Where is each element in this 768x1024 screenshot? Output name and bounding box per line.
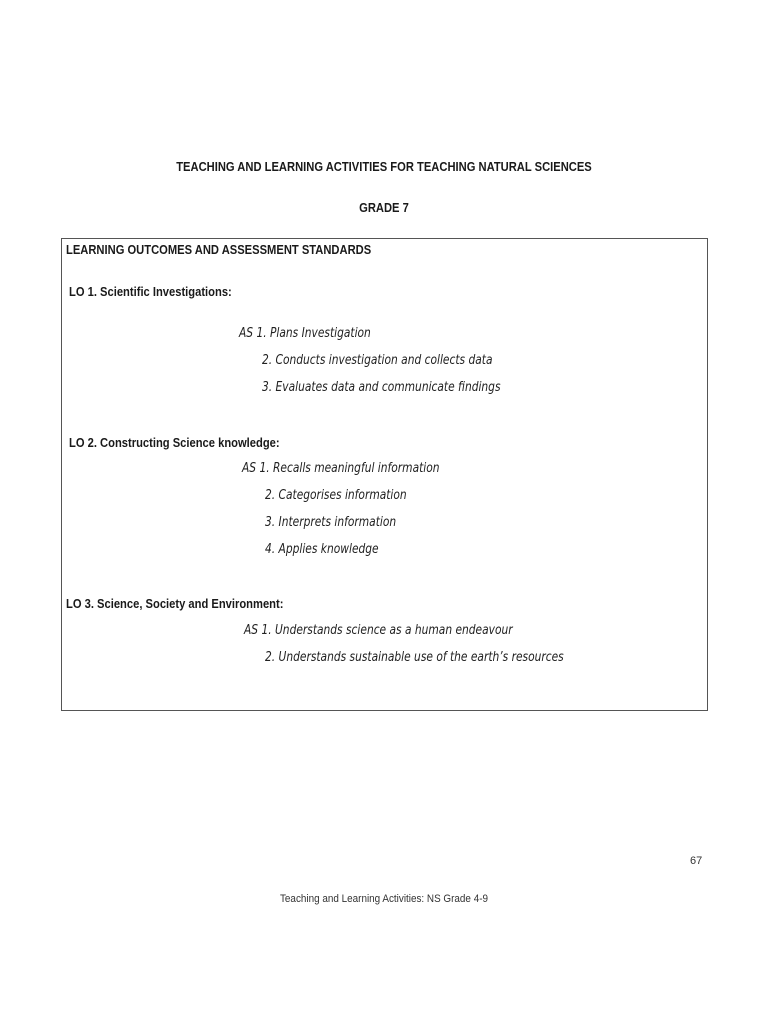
lo1-standard-3: 3. Evaluates data and communicate findings bbox=[262, 380, 501, 395]
lo2-heading: LO 2. Constructing Science knowledge: bbox=[69, 435, 280, 450]
lo2-standard-3: 3. Interprets information bbox=[265, 515, 397, 530]
lo1-standard-2: 2. Conducts investigation and collects data bbox=[262, 353, 493, 368]
lo2-standard-2: 2. Categorises information bbox=[265, 488, 407, 503]
box-heading: LEARNING OUTCOMES AND ASSESSMENT STANDARDS bbox=[66, 242, 372, 257]
lo1-heading: LO 1. Scientific Investigations: bbox=[69, 284, 232, 299]
document-title: TEACHING AND LEARNING ACTIVITIES FOR TEACHING NATURAL SCIENCES bbox=[176, 159, 592, 174]
lo1-standard-1: AS 1. Plans Investigation bbox=[239, 326, 371, 341]
lo3-standard-1: AS 1. Understands science as a human endeavour bbox=[244, 623, 513, 638]
lo2-standard-4: 4. Applies knowledge bbox=[265, 542, 379, 557]
learning-outcomes-box bbox=[61, 238, 708, 711]
lo3-standard-2: 2. Understands sustainable use of the earth’s resources bbox=[265, 650, 564, 665]
lo2-standard-1: AS 1. Recalls meaningful information bbox=[242, 461, 440, 476]
grade-heading: GRADE 7 bbox=[359, 200, 409, 215]
page-number: 67 bbox=[690, 855, 703, 867]
lo3-heading: LO 3. Science, Society and Environment: bbox=[66, 596, 284, 611]
page-footer: Teaching and Learning Activities: NS Grade 4-9 bbox=[279, 893, 489, 905]
